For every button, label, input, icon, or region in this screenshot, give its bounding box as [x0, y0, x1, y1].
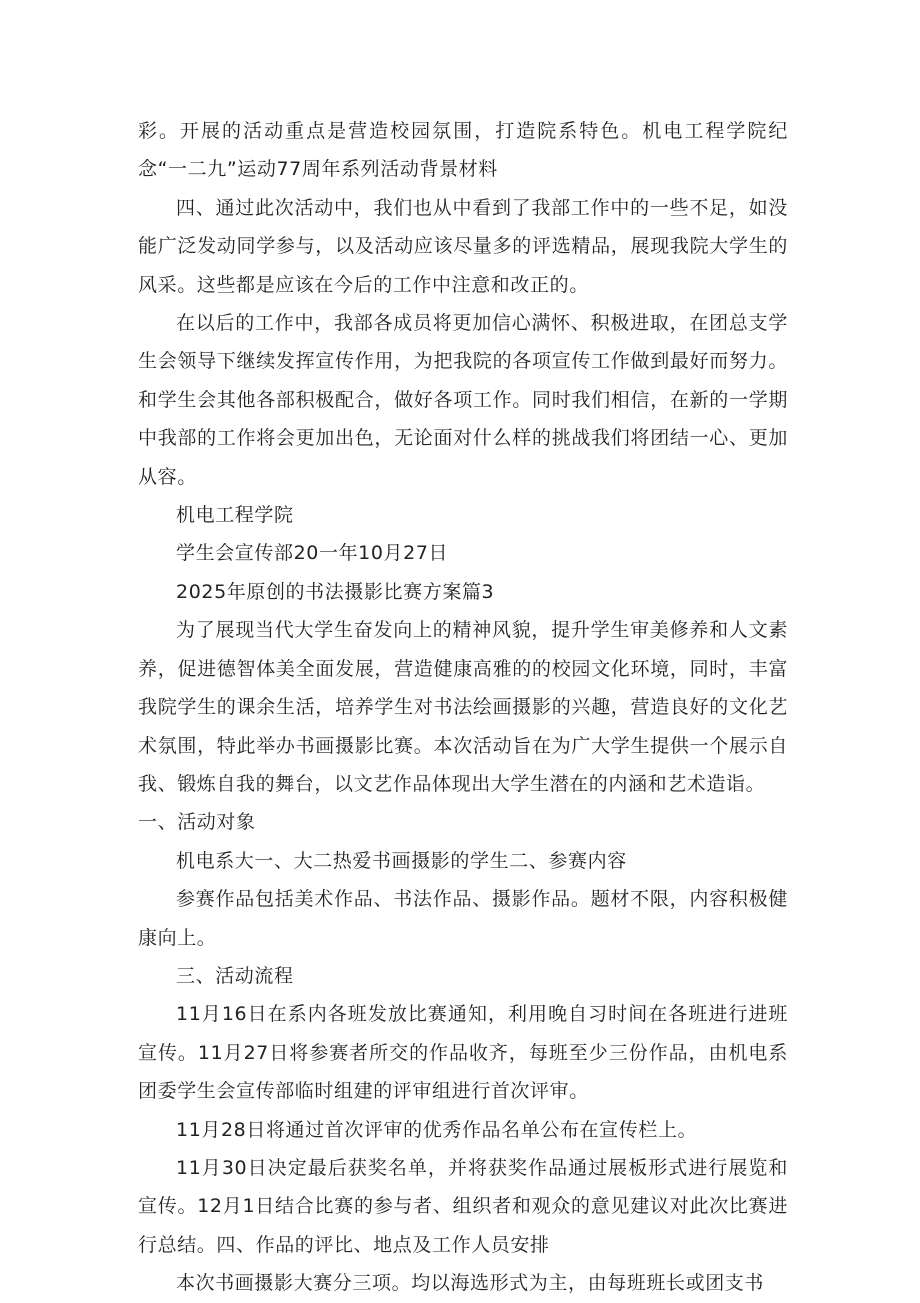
document-body [138, 112, 788, 1303]
signature-department-date: 学生会宣传部20一年10月27日 [176, 542, 449, 565]
paragraph-target-content: 机电系大一、大二热爱书画摄影的学生二、参赛内容 [176, 849, 627, 872]
paragraph-continuation: 彩。开展的活动重点是营造校园氛围，打造院系特色。机电工程学院纪念“一二九”运动77周年系列活动背景材料 [138, 120, 788, 181]
signature-college: 机电工程学院 [176, 504, 294, 527]
paragraph-shortcomings: 四、通过此次活动中，我们也从中看到了我部工作中的一些不足，如没能广泛发动同学参与，以及活动应该尽量多的评选精品，展现我院大学生的风采。这些都是应该在今后的工作中注意和改正的。 [138, 196, 788, 296]
paragraph-entry-content: 参赛作品包括美术作品、书法作品、摄影作品。题材不限，内容积极健康向上。 [138, 888, 788, 949]
paragraph-competition-items: 本次书画摄影大赛分三项。均以海选形式为主，由每班班长或团支书 [176, 1272, 765, 1295]
paragraph-future-work: 在以后的工作中，我部各成员将更加信心满怀、积极进取，在团总支学生会领导下继续发挥宣传作用，为把我院的各项宣传工作做到最好而努力。和学生会其他各部积极配合，做好各项工作。同时我们相信，在新的一学期中我部的工作将会更加出色，无论面对什么样的挑战我们将团结一心、更加从容。 [138, 312, 788, 488]
paragraph-purpose: 为了展现当代大学生奋发向上的精神风貌，提升学生审美修养和人文素养，促进德智体美全面发展，营造健康高雅的的校园文化环境，同时，丰富我院学生的课余生活，培养学生对书法绘画摄影的兴趣，营造良好的文化艺术氛围，特此举办书画摄影比赛。本次活动旨在为广大学生提供一个展示自我、锻炼自我的舞台，以文艺作品体现出大学生潜在的内涵和艺术造诣。 [138, 619, 788, 795]
paragraph-process-nov16: 11月16日在系内各班发放比赛通知，利用晚自习时间在各班进行进班宣传。11月27日将参赛者所交的作品收齐，每班至少三份作品，由机电系团委学生会宣传部临时组建的评审组进行首次评审。 [138, 1003, 788, 1103]
heading-activity-target: 一、活动对象 [138, 811, 256, 834]
paragraph-process-nov28: 11月28日将通过首次评审的优秀作品名单公布在宣传栏上。 [176, 1118, 698, 1141]
paragraph-process-nov30: 11月30日决定最后获奖名单，并将获奖作品通过展板形式进行展览和宣传。12月1日结合比赛的参与者、组织者和观众的意见建议对此次比赛进行总结。四、作品的评比、地点及工作人员安排 [138, 1156, 788, 1256]
heading-activity-process: 三、活动流程 [176, 964, 294, 987]
section-title: 2025年原创的书法摄影比赛方案篇3 [176, 580, 495, 603]
